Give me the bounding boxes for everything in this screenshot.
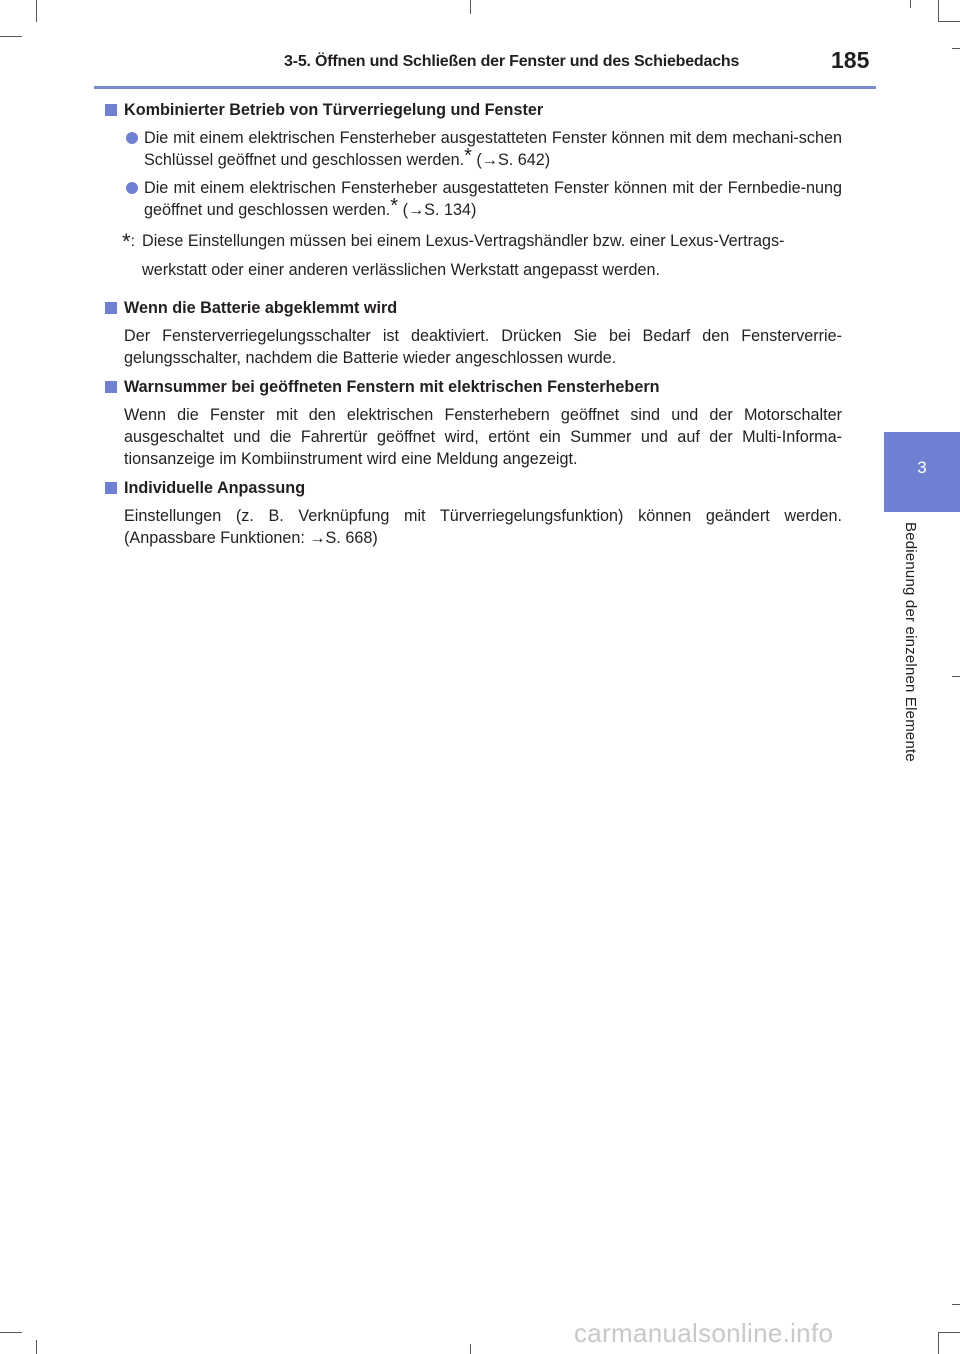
section-paragraph: Wenn die Fenster mit den elektrischen Fensterhebern geöffnet sind und der Motorschalter ausgeschaltet und die Fahrertür geöffnet wird, ertönt ein Summer und auf der Multi-Informa-tionsanzeige im Kombiinstrument wird eine Meldung angezeigt. bbox=[124, 406, 842, 468]
section-heading-text: Kombinierter Betrieb von Türverriegelung und Fenster bbox=[124, 101, 544, 119]
crop-mark bbox=[36, 0, 37, 22]
crop-mark bbox=[0, 36, 22, 37]
footnote bbox=[122, 227, 842, 285]
list-item-text bbox=[144, 127, 842, 171]
crop-mark bbox=[952, 676, 960, 677]
section-heading bbox=[104, 297, 842, 319]
section-combined-operation bbox=[104, 99, 842, 285]
footnote-star: * bbox=[122, 229, 131, 254]
page-reference: (→S. 134) bbox=[398, 201, 477, 219]
list-item bbox=[126, 127, 842, 171]
crop-mark bbox=[938, 21, 960, 22]
crop-mark bbox=[0, 1332, 22, 1333]
header-rule bbox=[94, 86, 876, 89]
list-item bbox=[126, 177, 842, 221]
square-bullet-icon bbox=[105, 302, 117, 314]
section-paragraph: Der Fensterverriegelungsschalter ist deaktiviert. Drücken Sie bei Bedarf den Fensterverrie-gelungsschalter, nachdem die Batterie wieder angeschlossen wurde. bbox=[124, 327, 842, 367]
square-bullet-icon bbox=[105, 381, 117, 393]
section-heading-text: Wenn die Batterie abgeklemmt wird bbox=[124, 299, 398, 317]
crop-mark bbox=[938, 0, 939, 22]
footnote-text: Diese Einstellungen müssen bei einem Lexus-Vertragshändler bzw. einer Lexus-Vertrags-werkstatt oder einer anderen verlässlichen Werkstatt angepasst werden. bbox=[142, 232, 785, 279]
crop-mark bbox=[952, 48, 960, 49]
watermark-text: carmanualsonline.info bbox=[574, 1318, 834, 1348]
running-header-title: 3-5. Öffnen und Schließen der Fenster und des Schiebedachs bbox=[284, 53, 740, 70]
square-bullet-icon bbox=[105, 482, 117, 494]
section-heading bbox=[104, 477, 842, 499]
list-item-text bbox=[144, 177, 842, 221]
crop-mark bbox=[910, 0, 911, 8]
section-heading bbox=[104, 99, 842, 121]
list-item-body: Die mit einem elektrischen Fensterheber ausgestatteten Fenster können mit dem mechani-schen Schlüssel geöffnet und geschlossen werden. bbox=[144, 129, 842, 169]
crop-mark bbox=[938, 1332, 939, 1354]
section-customization bbox=[104, 477, 842, 549]
section-heading-text: Warnsummer bei geöffneten Fenstern mit elektrischen Fensterhebern bbox=[124, 378, 660, 396]
crop-mark bbox=[36, 1340, 37, 1354]
section-warning-buzzer bbox=[104, 376, 842, 470]
section-paragraph: Einstellungen (z. B. Verknüpfung mit Türverriegelungsfunktion) können geändert werden. (Anpassbare Funktionen: →S. 668) bbox=[124, 507, 842, 547]
crop-mark bbox=[952, 1304, 960, 1305]
footnote-mark bbox=[122, 227, 142, 256]
content-body bbox=[104, 99, 842, 556]
crop-mark bbox=[470, 0, 471, 14]
chapter-number: 3 bbox=[917, 458, 927, 477]
footnote-ref-mark: * bbox=[464, 145, 472, 167]
chapter-label: Bedienung der einzelnen Elemente bbox=[902, 522, 919, 762]
circle-bullet-icon bbox=[126, 182, 138, 194]
circle-bullet-icon bbox=[126, 132, 138, 144]
crop-mark bbox=[470, 1344, 471, 1354]
list-item-body: Die mit einem elektrischen Fensterheber ausgestatteten Fenster können mit der Fernbedie-nung geöffnet und geschlossen werden. bbox=[144, 179, 842, 219]
page-number: 185 bbox=[831, 47, 870, 73]
section-battery-disconnected bbox=[104, 297, 842, 369]
footnote-ref-mark: * bbox=[390, 195, 399, 217]
footnote-separator: : bbox=[130, 233, 136, 250]
section-heading-text: Individuelle Anpassung bbox=[124, 479, 306, 497]
chapter-tab bbox=[884, 432, 960, 512]
crop-mark bbox=[938, 1332, 960, 1333]
page-reference: (→S. 642) bbox=[471, 151, 551, 169]
square-bullet-icon bbox=[105, 104, 117, 116]
section-heading bbox=[104, 376, 842, 398]
